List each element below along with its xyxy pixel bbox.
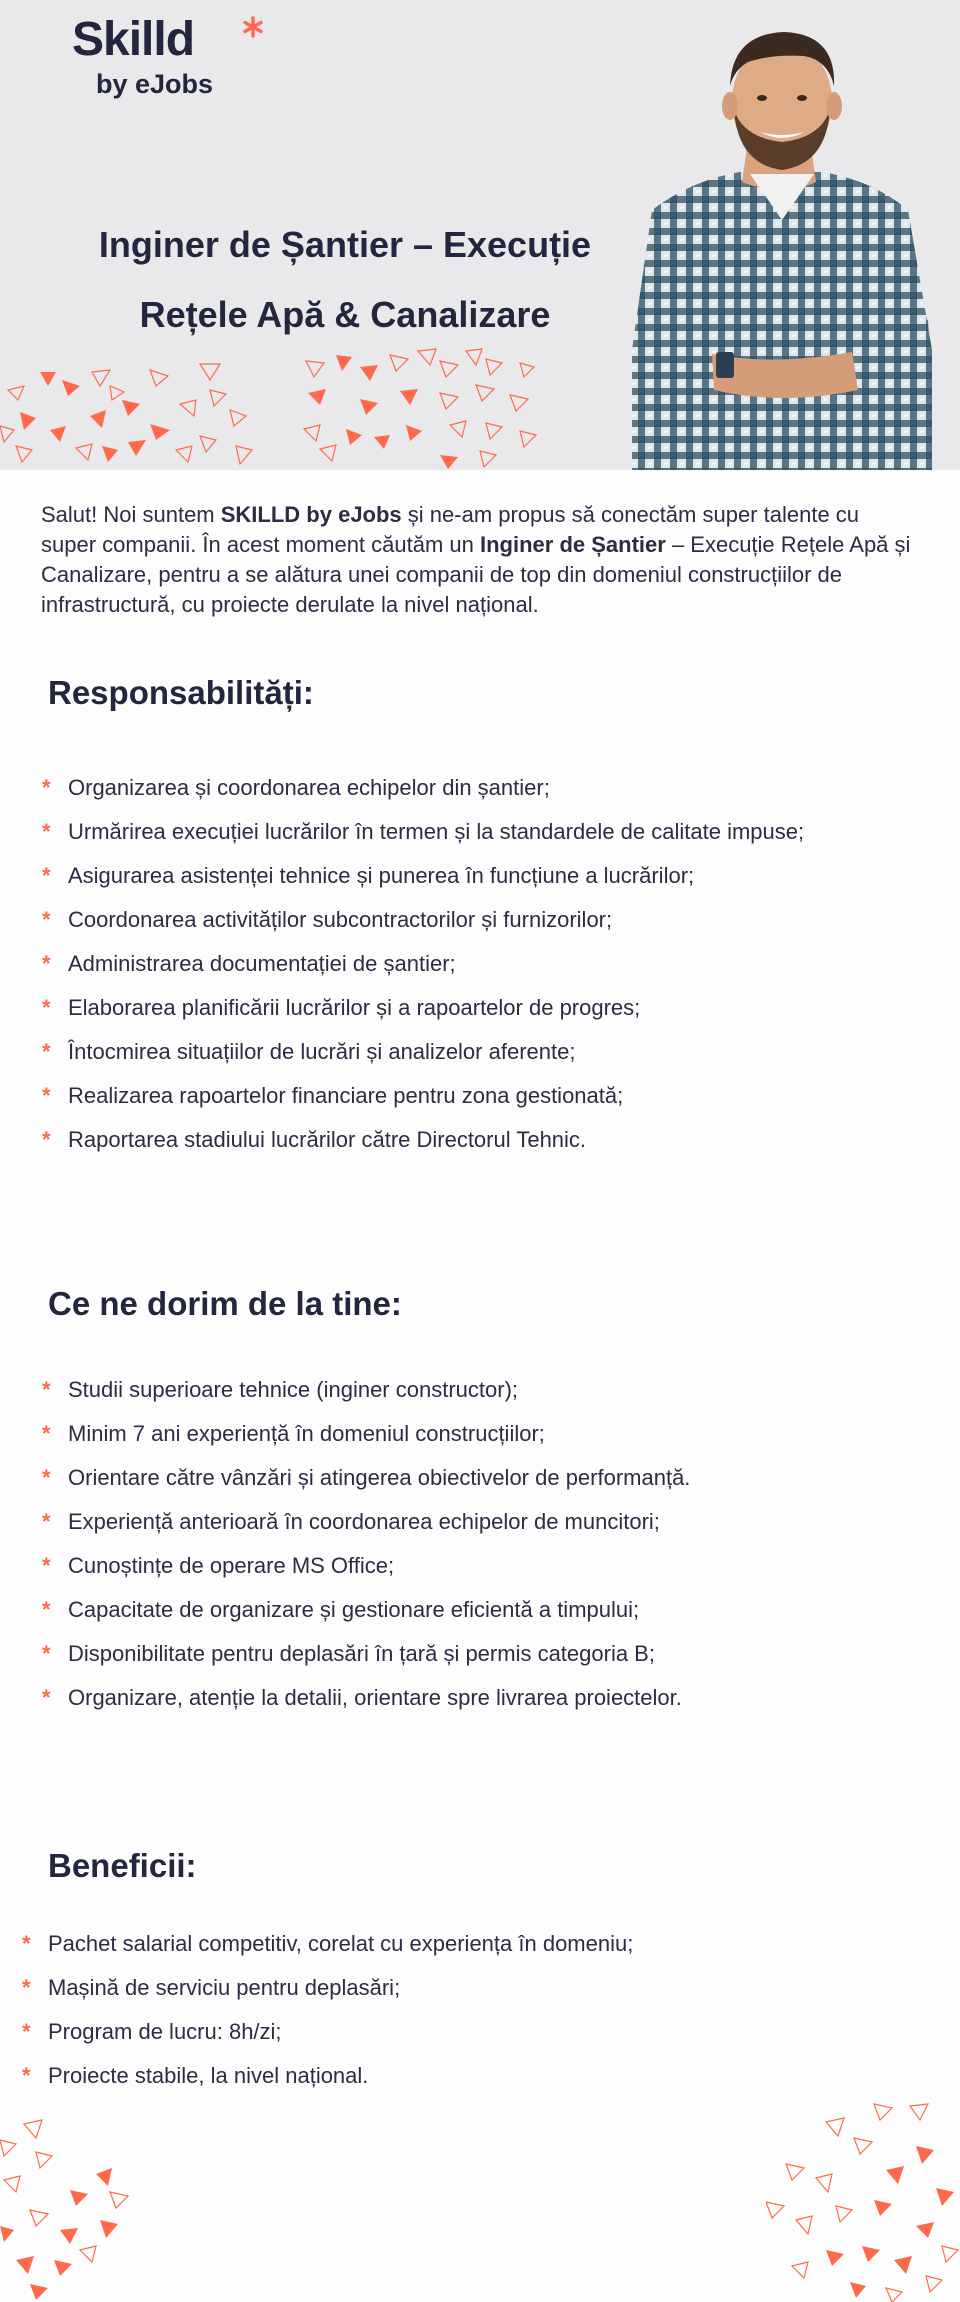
list-item [42,1676,690,1720]
list-item [42,898,804,942]
asterisk-bullet-icon: * [42,1553,51,1578]
list-item [42,1368,690,1412]
asterisk-bullet-icon: * [42,907,51,932]
job-title [40,210,650,350]
intro-role-name: Inginer de Șantier [480,532,666,557]
list-item-text: Cunoștințe de operare MS Office; [68,1553,395,1578]
list-item-text: Administrarea documentației de șantier; [68,951,456,976]
list-item [42,1030,804,1074]
intro-text-1: Salut! Noi suntem [41,502,221,527]
asterisk-bullet-icon: * [42,1083,51,1108]
triangle-pattern-bottom-left [0,2110,140,2302]
responsibilities-list [42,766,805,1162]
list-item-text: Proiecte stabile, la nivel național. [48,2063,369,2088]
intro-text-3: – Execuție Rețele Apă și Canalizare, pentru a se alătura unei companii de top din domeniul construcțiilor de infrastructură, cu proiecte derulate la nivel național. [41,532,911,617]
list-item [42,1118,804,1162]
benefits-heading: Beneficii: [48,1847,197,1884]
job-title-line-2: Rețele Apă & Canalizare [139,294,551,335]
list-item [42,986,804,1030]
asterisk-bullet-icon: * [42,1421,51,1446]
list-item-text: Întocmirea situațiilor de lucrări și analizelor aferente; [68,1039,576,1064]
list-item-text: Experiență anterioară în coordonarea echipelor de muncitori; [68,1509,660,1534]
list-item [22,1922,634,1966]
asterisk-bullet-icon: * [22,1931,31,1956]
list-item [22,2010,633,2054]
list-item-text: Pachet salarial competitiv, corelat cu experiența în domeniu; [48,1931,634,1956]
asterisk-bullet-icon: * [42,1685,51,1710]
asterisk-bullet-icon: * [42,1127,51,1152]
intro-paragraph [41,500,911,620]
asterisk-bullet-icon: * [42,1509,51,1534]
list-item-text: Orientare către vânzări și atingerea obiectivelor de performanță. [68,1465,691,1490]
asterisk-bullet-icon: * [42,995,51,1020]
list-item-text: Organizarea și coordonarea echipelor din șantier; [68,775,550,800]
hero-banner [0,0,960,470]
list-item [42,1074,804,1118]
intro-text-2: și ne-am propus să conectăm super talente cu super companii. În acest moment căutăm un [41,502,860,557]
list-item [42,1456,691,1500]
logo-wordmark: Skilld [72,13,195,66]
responsibilities-heading: Responsabilități: [48,674,314,711]
asterisk-bullet-icon: * [42,1597,51,1622]
list-item-text: Minim 7 ani experiență în domeniul construcțiilor; [68,1421,545,1446]
list-item-text: Realizarea rapoartelor financiare pentru zona gestionată; [68,1083,624,1108]
intro-company-name: SKILLD by eJobs [220,502,402,527]
job-title-line-1: Inginer de Șantier – Execuție [98,224,592,265]
list-item [22,2054,633,2098]
requirements-heading: Ce ne dorim de la tine: [48,1285,402,1322]
list-item-text: Disponibilitate pentru deplasări în țară și permis categoria B; [68,1641,655,1666]
smiling-man-photo [622,20,942,470]
list-item-text: Coordonarea activităților subcontractorilor și furnizorilor; [68,907,613,932]
list-item-text: Studii superioare tehnice (inginer constructor); [68,1377,519,1402]
list-item [42,810,805,854]
triangle-pattern-bottom-right [766,2096,960,2302]
logo-subtitle: by eJobs [96,69,214,99]
asterisk-bullet-icon: * [42,1377,51,1402]
list-item-text: Capacitate de organizare și gestionare eficientă a timpului; [68,1597,640,1622]
requirements-list [42,1368,691,1720]
list-item [42,1632,690,1676]
list-item [42,1544,690,1588]
asterisk-bullet-icon: * [42,863,51,888]
list-item [42,1500,690,1544]
asterisk-bullet-icon: * [22,1975,31,2000]
list-item-text: Urmărirea execuției lucrărilor în termen și la standardele de calitate impuse; [68,819,805,844]
triangle-pattern-center [290,345,550,470]
list-item [42,854,804,898]
triangle-pattern-left [0,350,260,470]
benefits-list [22,1922,634,2098]
asterisk-bullet-icon: * [42,1641,51,1666]
asterisk-bullet-icon: * [42,775,51,800]
logo-asterisk-icon [242,16,264,38]
list-item-text: Asigurarea asistenței tehnice și punerea în funcțiune a lucrărilor; [68,863,695,888]
list-item [42,942,804,986]
asterisk-bullet-icon: * [22,2063,31,2088]
asterisk-bullet-icon: * [42,1465,51,1490]
list-item [22,1966,633,2010]
list-item-text: Mașină de serviciu pentru deplasări; [48,1975,401,2000]
list-item-text: Raportarea stadiului lucrărilor către Directorul Tehnic. [68,1127,587,1152]
list-item-text: Elaborarea planificării lucrărilor și a rapoartelor de progres; [68,995,641,1020]
asterisk-bullet-icon: * [42,951,51,976]
list-item [42,1588,690,1632]
asterisk-bullet-icon: * [42,1039,51,1064]
list-item [42,766,804,810]
asterisk-bullet-icon: * [22,2019,31,2044]
asterisk-bullet-icon: * [42,819,51,844]
skilld-logo [72,12,213,100]
list-item-text: Organizare, atenție la detalii, orientare spre livrarea proiectelor. [68,1685,682,1710]
list-item-text: Program de lucru: 8h/zi; [48,2019,282,2044]
list-item [42,1412,690,1456]
